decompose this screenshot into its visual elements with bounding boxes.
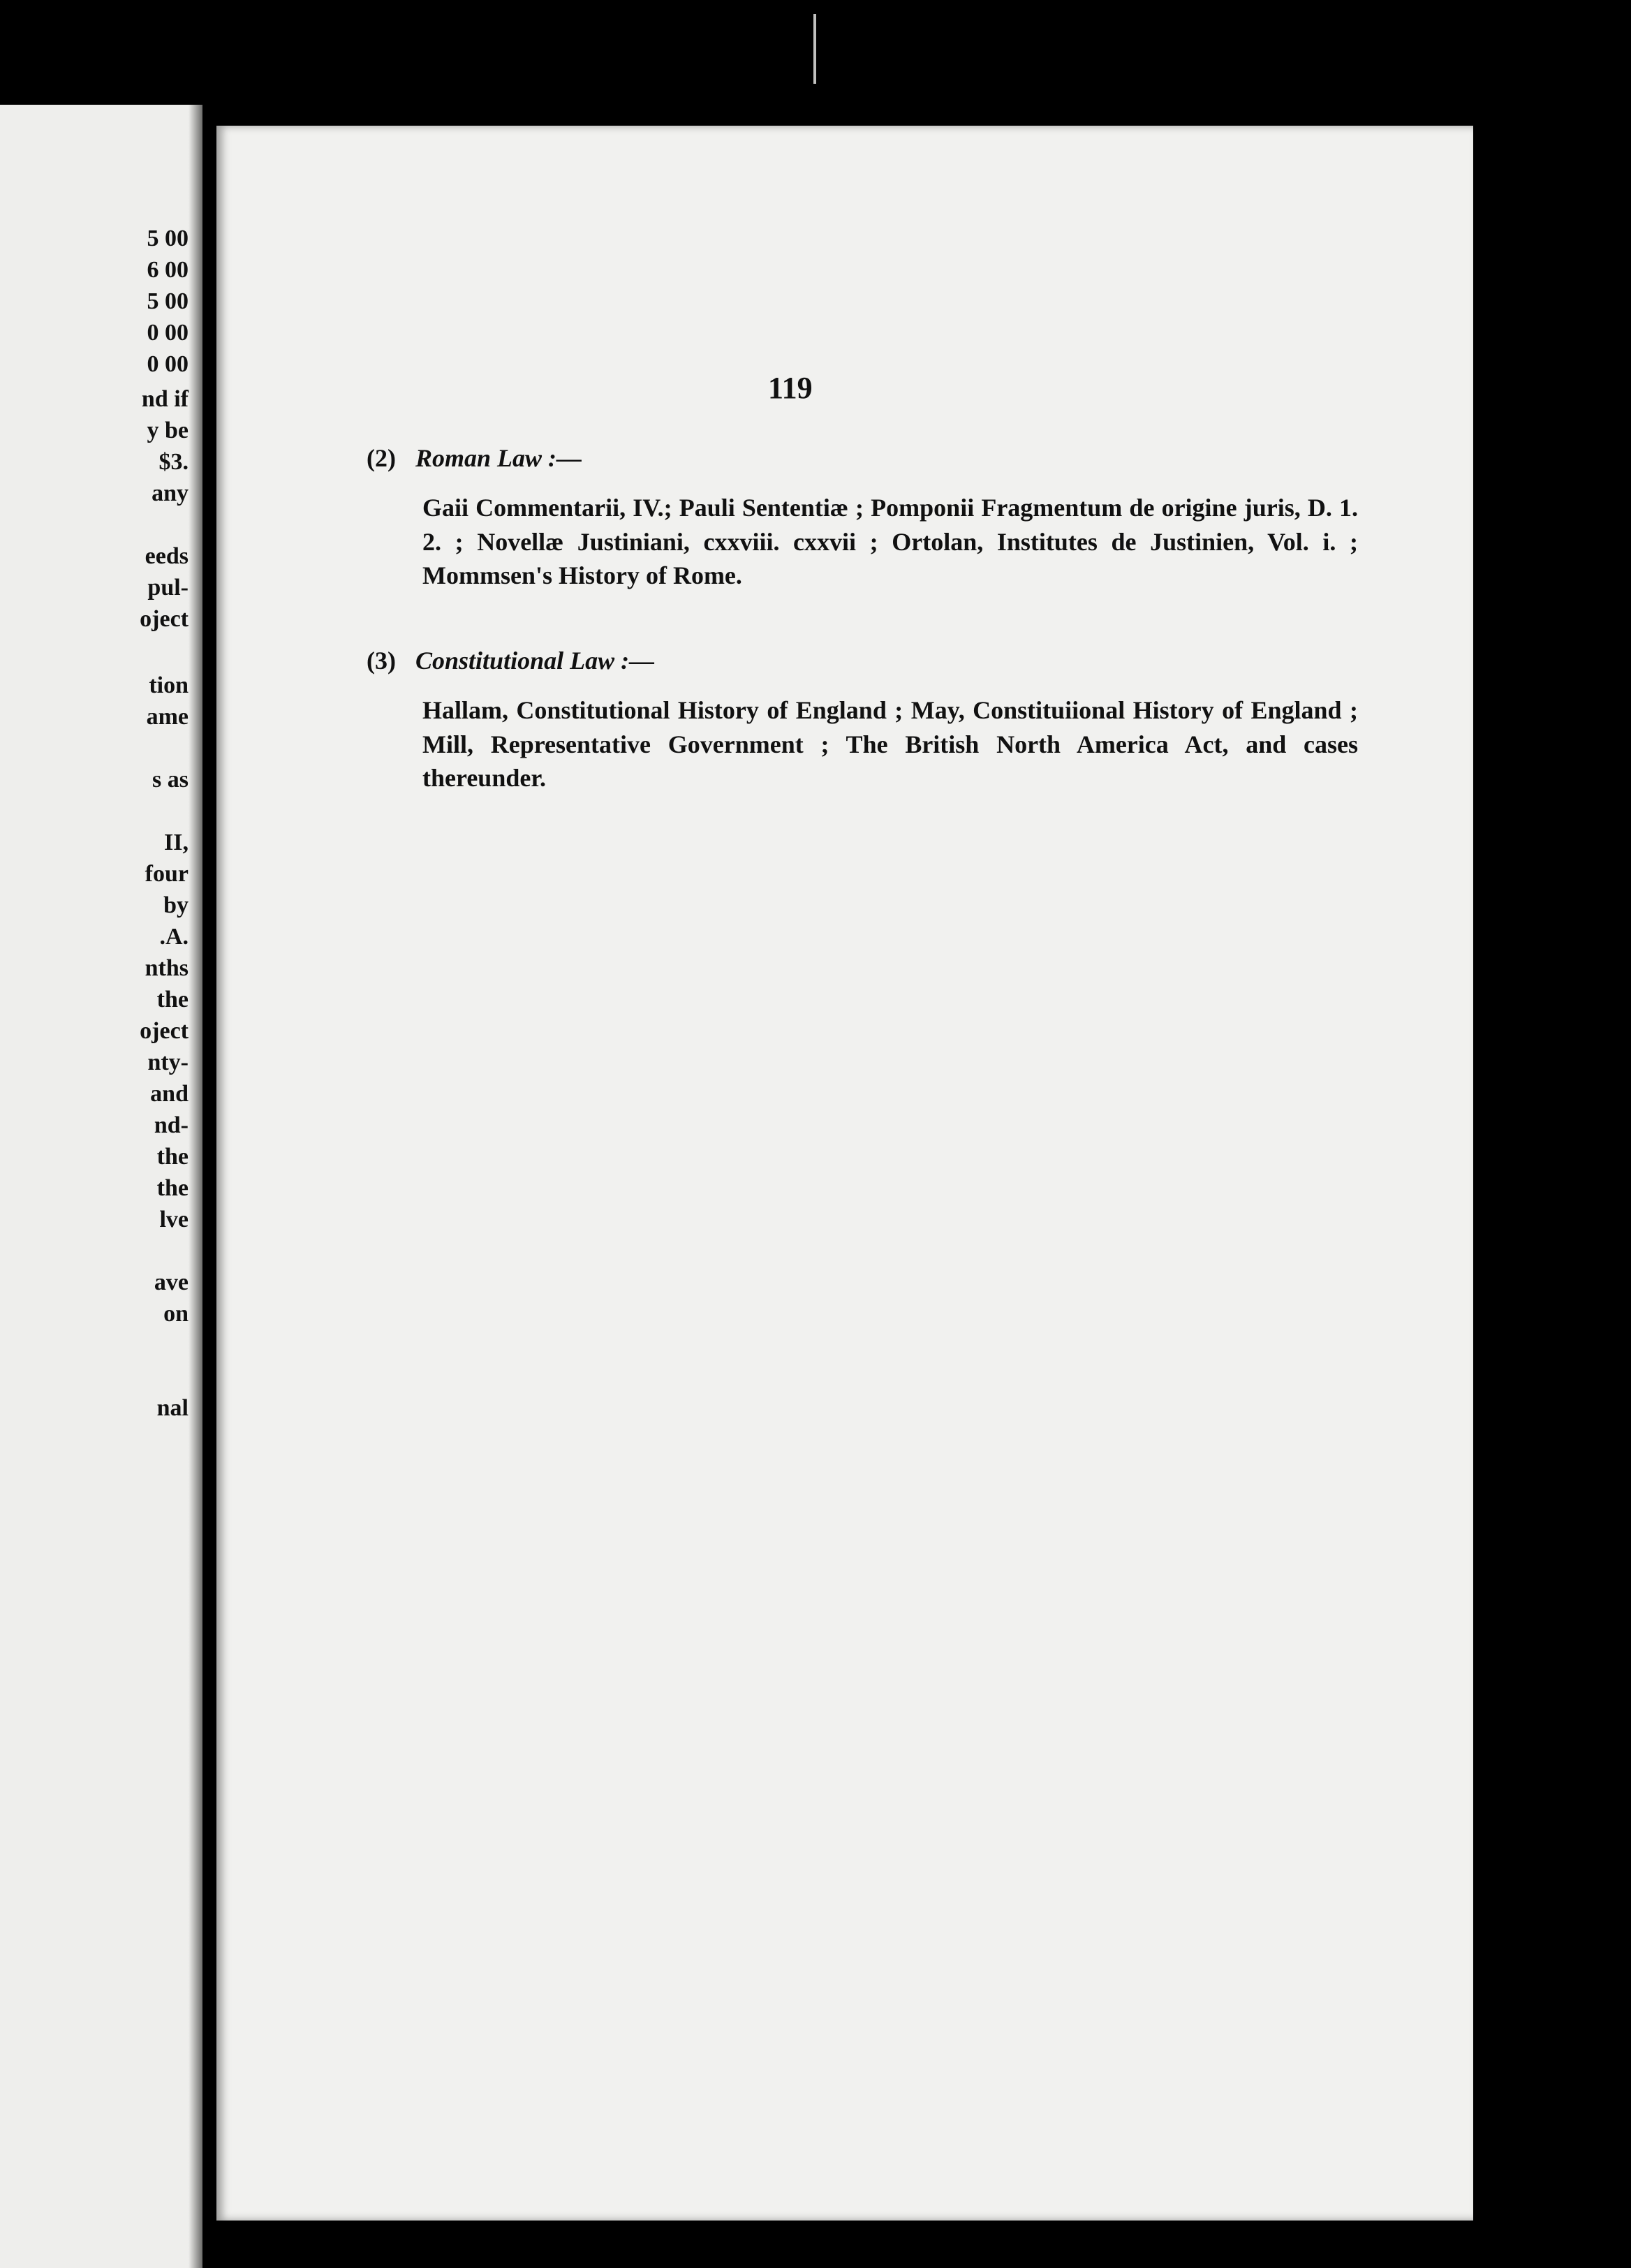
section-number: (3) bbox=[367, 647, 396, 675]
previous-page-line: oject bbox=[140, 606, 189, 632]
section-title: Constitutional Law :— bbox=[415, 647, 655, 675]
previous-page-line: ave bbox=[154, 1269, 189, 1295]
section-heading bbox=[367, 443, 1358, 473]
section-heading bbox=[367, 646, 1358, 675]
previous-page-line: .A. bbox=[159, 924, 189, 950]
previous-page-line: oject bbox=[140, 1018, 189, 1044]
previous-page-line: the bbox=[156, 987, 189, 1012]
previous-page-line: nd if bbox=[141, 386, 189, 412]
book-gutter bbox=[189, 105, 216, 2268]
previous-page-line: $3. bbox=[158, 449, 189, 475]
section-roman-law bbox=[367, 443, 1358, 593]
previous-page-line: any bbox=[152, 480, 189, 506]
previous-page-line: 0 00 bbox=[147, 320, 189, 346]
previous-page-line: nal bbox=[156, 1395, 189, 1421]
previous-page-line: the bbox=[156, 1175, 189, 1201]
previous-page-line: 6 00 bbox=[147, 257, 189, 283]
main-page bbox=[216, 126, 1473, 2221]
section-title: Roman Law :— bbox=[415, 444, 582, 472]
previous-page-line: and bbox=[150, 1081, 189, 1107]
previous-page-line: s as bbox=[152, 767, 189, 793]
section-body: Gaii Commentarii, IV.; Pauli Sententiæ ; Pomponii Fragmentum de origine juris, D. 1. 2. ; Novellæ Justiniani, cxxviii. cxxvii ; Ortolan, Institutes de Justinien, Vol. i. ; Mommsen's History of Rome. bbox=[422, 494, 1358, 590]
previous-page-line: the bbox=[156, 1144, 189, 1170]
previous-page-line: eeds bbox=[145, 543, 189, 569]
top-edge-mark bbox=[813, 14, 816, 84]
section-number: (2) bbox=[367, 444, 396, 472]
previous-page-line: pul- bbox=[147, 575, 189, 601]
previous-page-line: ame bbox=[146, 704, 189, 730]
previous-page-line: nd- bbox=[154, 1112, 189, 1138]
previous-page-line: four bbox=[145, 861, 189, 887]
previous-page-line: 5 00 bbox=[147, 226, 189, 251]
previous-page-line: nty- bbox=[147, 1050, 189, 1075]
previous-page-line: tion bbox=[149, 672, 189, 698]
previous-page-line: by bbox=[163, 892, 189, 918]
previous-page-line: nths bbox=[145, 955, 189, 981]
previous-page-line: y be bbox=[147, 418, 189, 443]
previous-page-line: II, bbox=[164, 830, 189, 855]
previous-page-edge bbox=[0, 105, 202, 2268]
previous-page-line: on bbox=[163, 1301, 189, 1327]
page-number: 119 bbox=[768, 371, 813, 405]
previous-page-line: 0 00 bbox=[147, 351, 189, 377]
previous-page-line: lve bbox=[159, 1207, 189, 1232]
section-constitutional-law bbox=[367, 646, 1358, 795]
section-body: Hallam, Constitutional History of England ; May, Constituiional History of England ; Mill, Representative Government ; The British North America Act, and cases thereunder. bbox=[422, 696, 1358, 793]
previous-page-line: 5 00 bbox=[147, 288, 189, 314]
